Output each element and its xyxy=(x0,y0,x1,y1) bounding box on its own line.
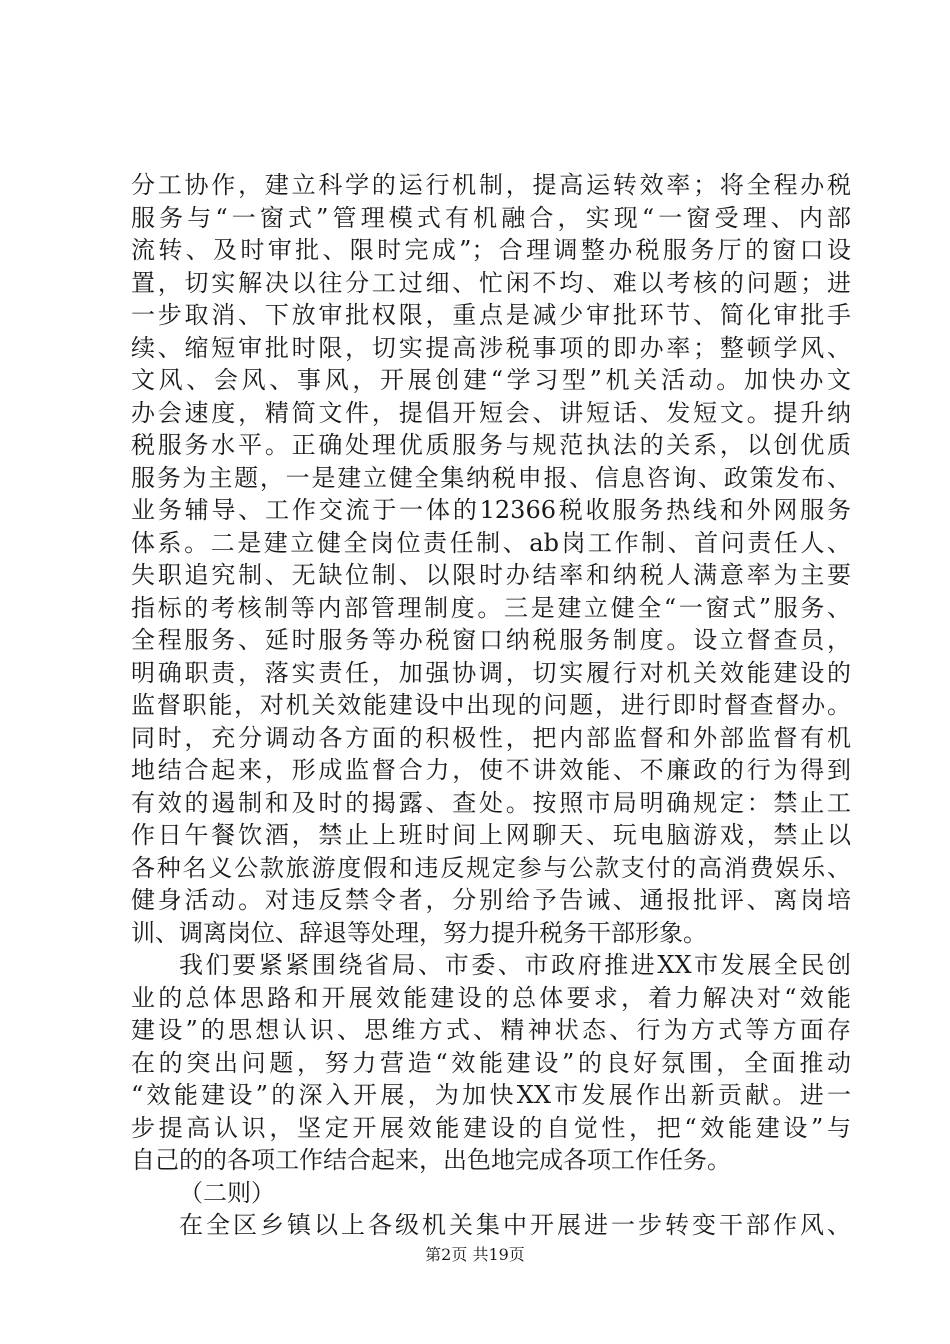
text-line: 全程服务、延时服务等办税窗口纳税服务制度。设立督查员， xyxy=(131,626,851,654)
text-line: 在的突出问题，努力营造“效能建设”的良好氛围，全面推动 xyxy=(131,1048,851,1077)
paragraph-first-line: 我们要紧紧围绕省局、市委、市政府推进XX市发展全民创 xyxy=(179,951,851,979)
text-line: 失职追究制、无缺位制、以限时办结率和纳税人满意率为主要 xyxy=(131,561,851,589)
text-line: 置，切实解决以往分工过细、忙闲不均、难以考核的问题；进 xyxy=(131,268,851,297)
text-line: 指标的考核制等内部管理制度。三是建立健全“一窗式”服务、 xyxy=(131,593,851,622)
text-line: 业的总体思路和开展效能建设的总体要求，着力解决对“效能 xyxy=(131,983,851,1012)
text-line: 业务辅导、工作交流于一体的12366税收服务热线和外网服务 xyxy=(131,496,851,524)
paragraph-first-line: 在全区乡镇以上各级机关集中开展进一步转变干部作风、 xyxy=(179,1211,851,1239)
text-line: 作日午餐饮酒，禁止上班时间上网聊天、玩电脑游戏，禁止以 xyxy=(131,821,851,849)
text-line: 税服务水平。正确处理优质服务与规范执法的关系，以创优质 xyxy=(131,431,851,459)
section-heading: （二则） xyxy=(179,1178,275,1207)
text-line: 自己的的各项工作结合起来，出色地完成各项工作任务。 xyxy=(131,1146,731,1174)
text-line: 各种名义公款旅游度假和违反规定参与公款支付的高消费娱乐、 xyxy=(131,853,851,882)
text-line: 监督职能，对机关效能建设中出现的问题，进行即时督查督办。 xyxy=(131,691,851,719)
text-line: 明确职责，落实责任，加强协调，切实履行对机关效能建设的 xyxy=(131,658,851,687)
text-line: 文风、会风、事风，开展创建“学习型”机关活动。加快办文 xyxy=(131,366,851,394)
text-line: 训、调离岗位、辞退等处理，努力提升税务干部形象。 xyxy=(131,918,707,947)
text-line: 服务为主题，一是建立健全集纳税申报、信息咨询、政策发布、 xyxy=(131,463,851,492)
text-line: 一步取消、下放审批权限，重点是减少审批环节、简化审批手 xyxy=(131,301,851,329)
text-line: 地结合起来，形成监督合力，使不讲效能、不廉政的行为得到 xyxy=(131,756,851,784)
text-line: 有效的遏制和及时的揭露、查处。按照市局明确规定：禁止工 xyxy=(131,788,851,817)
text-line: 步提高认识，坚定开展效能建设的自觉性，把“效能建设”与 xyxy=(131,1113,851,1142)
text-line: 办会速度，精简文件，提倡开短会、讲短话、发短文。提升纳 xyxy=(131,398,851,427)
document-body xyxy=(131,169,851,1242)
text-line: 健身活动。对违反禁令者，分别给予告诫、通报批评、离岗培 xyxy=(131,886,851,914)
page-number: 第2页 共19页 xyxy=(425,1245,525,1264)
text-line: 续、缩短审批时限，切实提高涉税事项的即办率；整顿学风、 xyxy=(131,333,851,362)
text-line: 服务与“一窗式”管理模式有机融合，实现“一窗受理、内部 xyxy=(131,203,851,232)
text-line: 同时，充分调动各方面的积极性，把内部监督和外部监督有机 xyxy=(131,723,851,752)
text-line: “效能建设”的深入开展，为加快XX市发展作出新贡献。进一 xyxy=(131,1081,851,1109)
text-line: 建设”的思想认识、思维方式、精神状态、行为方式等方面存 xyxy=(131,1016,851,1044)
text-line: 流转、及时审批、限时完成”；合理调整办税服务厅的窗口设 xyxy=(131,236,851,264)
text-line: 分工协作，建立科学的运行机制，提高运转效率；将全程办税 xyxy=(131,171,851,199)
page-footer xyxy=(0,1242,950,1265)
text-line: 体系。二是建立健全岗位责任制、ab岗工作制、首问责任人、 xyxy=(131,528,851,557)
